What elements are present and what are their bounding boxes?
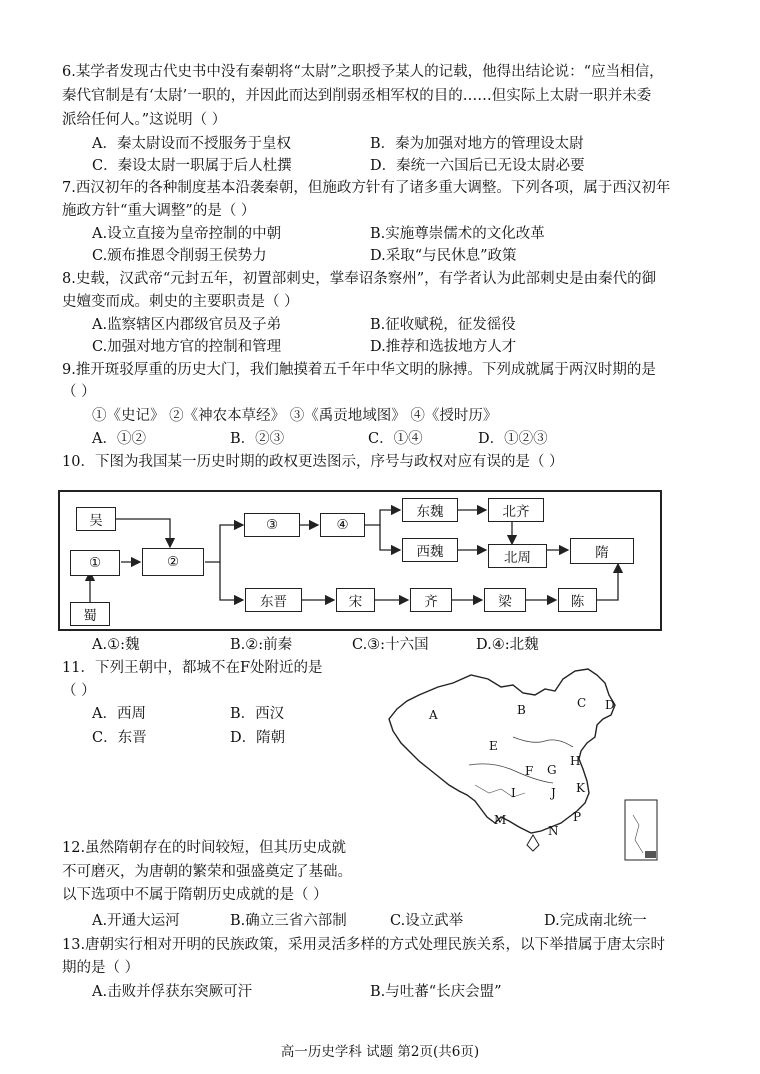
q10-option-a: A.①:魏: [92, 637, 140, 653]
q13-option-a: A.击败并俘获东突厥可汗: [92, 984, 253, 1000]
q6-option-a: A．秦太尉设而不授服务于皇权: [92, 136, 291, 152]
map-label-d: D: [605, 698, 615, 712]
box-dongwei: 东魏: [402, 498, 458, 522]
box-song: 宋: [336, 588, 375, 612]
q9-option-c: C．①④: [368, 431, 423, 447]
box-number-4: ④: [320, 513, 365, 537]
q7-option-d: D.采取“与民休息”政策: [370, 248, 517, 264]
q7-stem-line2: 施政方针“重大调整”的是（ ）: [62, 203, 256, 219]
q7-option-a: A.设立直接为皇帝控制的中朝: [92, 226, 282, 242]
q8-option-b: B.征收赋税，征发徭役: [370, 317, 516, 333]
q8-stem-line2: 史嬗变而成。刺史的主要职责是（ ）: [62, 294, 299, 310]
box-wu: 吴: [76, 507, 116, 531]
regime-succession-diagram: [58, 490, 662, 631]
box-beiqi: 北齐: [488, 498, 544, 522]
q11-option-b: B．西汉: [230, 706, 285, 722]
q10-stem: 10．下图为我国某一历史时期的政权更迭图示，序号与政权对应有误的是（ ）: [62, 454, 564, 470]
map-label-p: P: [573, 810, 582, 824]
q10-option-c: C.③:十六国: [352, 637, 429, 653]
q12-option-d: D.完成南北统一: [544, 913, 647, 929]
q6-stem-line3: 派给任何人。”这说明（ ）: [62, 112, 227, 128]
q12-stem-line2: 不可磨灭，为唐朝的繁荣和强盛奠定了基础。: [62, 864, 352, 880]
map-label-f: F: [525, 764, 534, 778]
q11-option-d: D．隋朝: [230, 730, 286, 746]
box-number-3: ③: [244, 513, 300, 537]
q6-option-b: B．秦为加强对地方的管理设太尉: [370, 136, 584, 152]
box-shu: 蜀: [70, 602, 110, 626]
box-xiwei: 西魏: [402, 538, 458, 562]
q7-stem-line1: 7.西汉初年的各种制度基本沿袭秦朝，但施政方针有了诸多重大调整。下列各项，属于西汉初年: [62, 180, 671, 196]
q9-option-a: A．①②: [92, 431, 146, 447]
map-label-m: M: [494, 813, 507, 827]
q12-option-b: B.确立三省六部制: [230, 913, 347, 929]
box-number-1: ①: [70, 550, 120, 576]
q7-option-c: C.颁布推恩令削弱王侯势力: [92, 248, 267, 264]
q12-stem-line3: 以下选项中不属于隋朝历史成就的是（ ）: [62, 887, 328, 903]
box-number-2: ②: [142, 548, 204, 576]
box-sui: 隋: [570, 538, 634, 564]
q13-stem-line2: 期的是（ ）: [62, 960, 140, 976]
q11-stem-line2: （ ）: [62, 683, 96, 699]
q12-option-c: C.设立武举: [390, 913, 464, 929]
map-label-i: I: [511, 786, 516, 800]
map-label-a: A: [429, 708, 438, 722]
map-label-h: H: [570, 754, 581, 768]
map-label-e: E: [489, 739, 498, 753]
q8-option-c: C.加强对地方官的控制和管理: [92, 339, 282, 355]
q11-stem-line1: 11．下列王朝中，都城不在F处附近的是: [62, 660, 323, 676]
q8-stem-line1: 8.史载，汉武帝“元封五年，初置部刺史，掌奉诏条察州”，有学者认为此部刺史是由秦代的御: [62, 271, 657, 287]
q9-option-d: D．①②③: [478, 431, 548, 447]
box-dongjin: 东晋: [245, 588, 302, 612]
box-qi: 齐: [410, 588, 452, 612]
q9-items: ①《史记》 ②《神农本草经》 ③《禹贡地域图》 ④《授时历》: [92, 408, 498, 424]
q6-stem-line2: 秦代官制是有‘太尉’一职的，并因此而达到削弱丞相军权的目的……但实际上太尉一职并未委: [62, 88, 652, 104]
map-label-g: G: [547, 763, 557, 777]
q9-stem-line2: （ ）: [62, 384, 96, 400]
map-label-b: B: [517, 703, 526, 717]
box-liang: 梁: [484, 588, 526, 612]
box-beizhou: 北周: [488, 544, 547, 568]
map-label-c: C: [577, 696, 587, 710]
map-label-k: K: [576, 781, 585, 795]
q13-option-b: B.与吐蕃“长庆会盟”: [370, 984, 502, 1000]
q12-stem-line1: 12.虽然隋朝存在的时间较短，但其历史成就: [62, 840, 347, 856]
q6-stem-line1: 6.某学者发现古代史书中没有秦朝将“太尉”之职授予某人的记载，他得出结论说：“应当相信，: [62, 64, 664, 80]
q11-option-c: C．东晋: [92, 730, 147, 746]
q9-option-b: B．②③: [230, 431, 285, 447]
q12-option-a: A.开通大运河: [92, 913, 180, 929]
q11-option-a: A．西周: [92, 706, 146, 722]
q6-option-d: D．秦统一六国后已无设太尉必要: [370, 158, 585, 174]
q8-option-d: D.推荐和选拔地方人才: [370, 339, 517, 355]
q10-option-d: D.④:北魏: [476, 637, 539, 653]
map-label-j: J: [551, 786, 556, 800]
q10-option-b: B.②:前秦: [230, 637, 293, 653]
page-footer: 高一历史学科 试题 第2页(共6页): [280, 1044, 480, 1060]
q9-stem-line1: 9.推开斑驳厚重的历史大门，我们触摸着五千年中华文明的脉搏。下列成就属于两汉时期的是: [62, 362, 656, 378]
q7-option-b: B.实施尊崇儒术的文化改革: [370, 226, 545, 242]
box-chen: 陈: [558, 588, 597, 612]
q13-stem-line1: 13.唐朝实行相对开明的民族政策，采用灵活多样的方式处理民族关系，以下举措属于唐太宗时: [62, 937, 666, 953]
q8-option-a: A.监察辖区内郡级官员及子弟: [92, 317, 282, 333]
q6-option-c: C．秦设太尉一职属于后人杜撰: [92, 158, 292, 174]
map-label-n: N: [548, 824, 559, 838]
china-map: [383, 665, 668, 865]
